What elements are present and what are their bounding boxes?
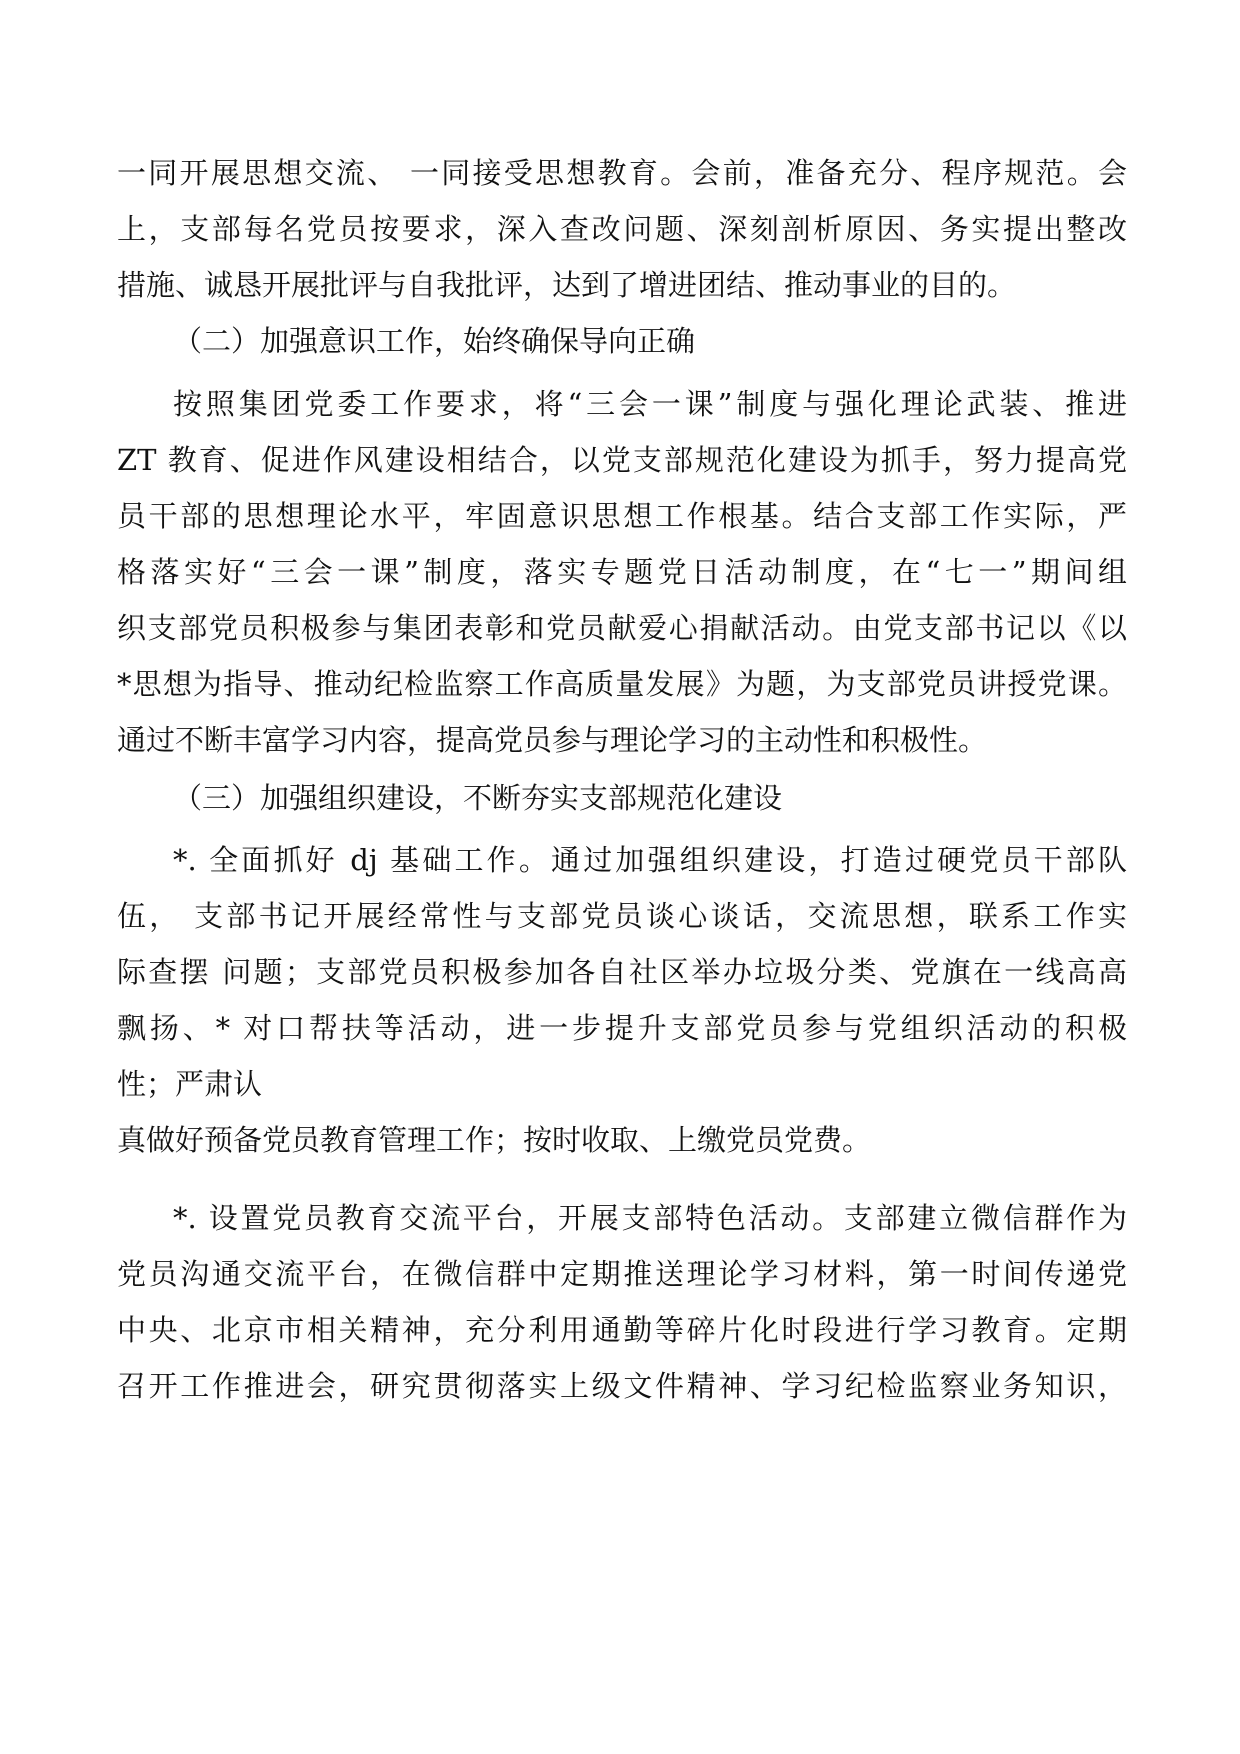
paragraph-2-line-6: *思想为指导、推动纪检监察工作高质量发展》为题，为支部党员讲授党课。 <box>117 667 1127 701</box>
paragraph-2-line-5: 织支部党员积极参与集团表彰和党员献爱心捐献活动。由党支部书记以《以 <box>117 611 1127 645</box>
paragraph-4-line-4: 召开工作推进会，研究贯彻落实上级文件精神、学习纪检监察业务知识， <box>117 1369 1127 1403</box>
paragraph-2-line-7: 通过不断丰富学习内容，提高党员参与理论学习的主动性和积极性。 <box>117 723 988 757</box>
paragraph-3-line-2: 伍， 支部书记开展经常性与支部党员谈心谈话，交流思想，联系工作实 <box>117 899 1127 933</box>
paragraph-4-line-3: 中央、北京市相关精神，充分利用通勤等碎片化时段进行学习教育。定期 <box>117 1313 1127 1347</box>
paragraph-2-line-1: 按照集团党委工作要求，将“三会一课”制度与强化理论武装、推进 <box>173 387 1127 421</box>
paragraph-3-line-6: 真做好预备党员教育管理工作；按时收取、上缴党员党费。 <box>117 1123 872 1157</box>
paragraph-1-line-1: 一同开展思想交流、 一同接受思想教育。会前，准备充分、程序规范。会 <box>117 156 1127 190</box>
section-heading-2: （二）加强意识工作，始终确保导向正确 <box>173 324 696 358</box>
paragraph-3-line-3: 际查摆 问题；支部党员积极参加各自社区举办垃圾分类、党旗在一线高高 <box>117 955 1127 989</box>
section-heading-3: （三）加强组织建设，不断夯实支部规范化建设 <box>173 781 783 815</box>
paragraph-3-line-4: 飘扬、* 对口帮扶等活动，进一步提升支部党员参与党组织活动的积极 <box>117 1011 1127 1045</box>
paragraph-1-line-2: 上，支部每名党员按要求，深入查改问题、深刻剖析原因、务实提出整改 <box>117 212 1127 246</box>
paragraph-1-line-3: 措施、诚恳开展批评与自我批评，达到了增进团结、推动事业的目的。 <box>117 268 1017 302</box>
paragraph-3-line-1: *. 全面抓好 dj 基础工作。通过加强组织建设，打造过硬党员干部队 <box>173 843 1127 877</box>
paragraph-4-line-2: 党员沟通交流平台，在微信群中定期推送理论学习材料，第一时间传递党 <box>117 1257 1127 1291</box>
paragraph-4-line-1: *. 设置党员教育交流平台，开展支部特色活动。支部建立微信群作为 <box>173 1201 1127 1235</box>
paragraph-2-line-2: ZT 教育、促进作风建设相结合，以党支部规范化建设为抓手，努力提高党 <box>117 443 1127 477</box>
paragraph-2-line-3: 员干部的思想理论水平，牢固意识思想工作根基。结合支部工作实际，严 <box>117 499 1127 533</box>
paragraph-2-line-4: 格落实好“三会一课”制度，落实专题党日活动制度，在“七一”期间组 <box>117 555 1127 589</box>
paragraph-3-line-5: 性；严肃认 <box>117 1067 263 1101</box>
